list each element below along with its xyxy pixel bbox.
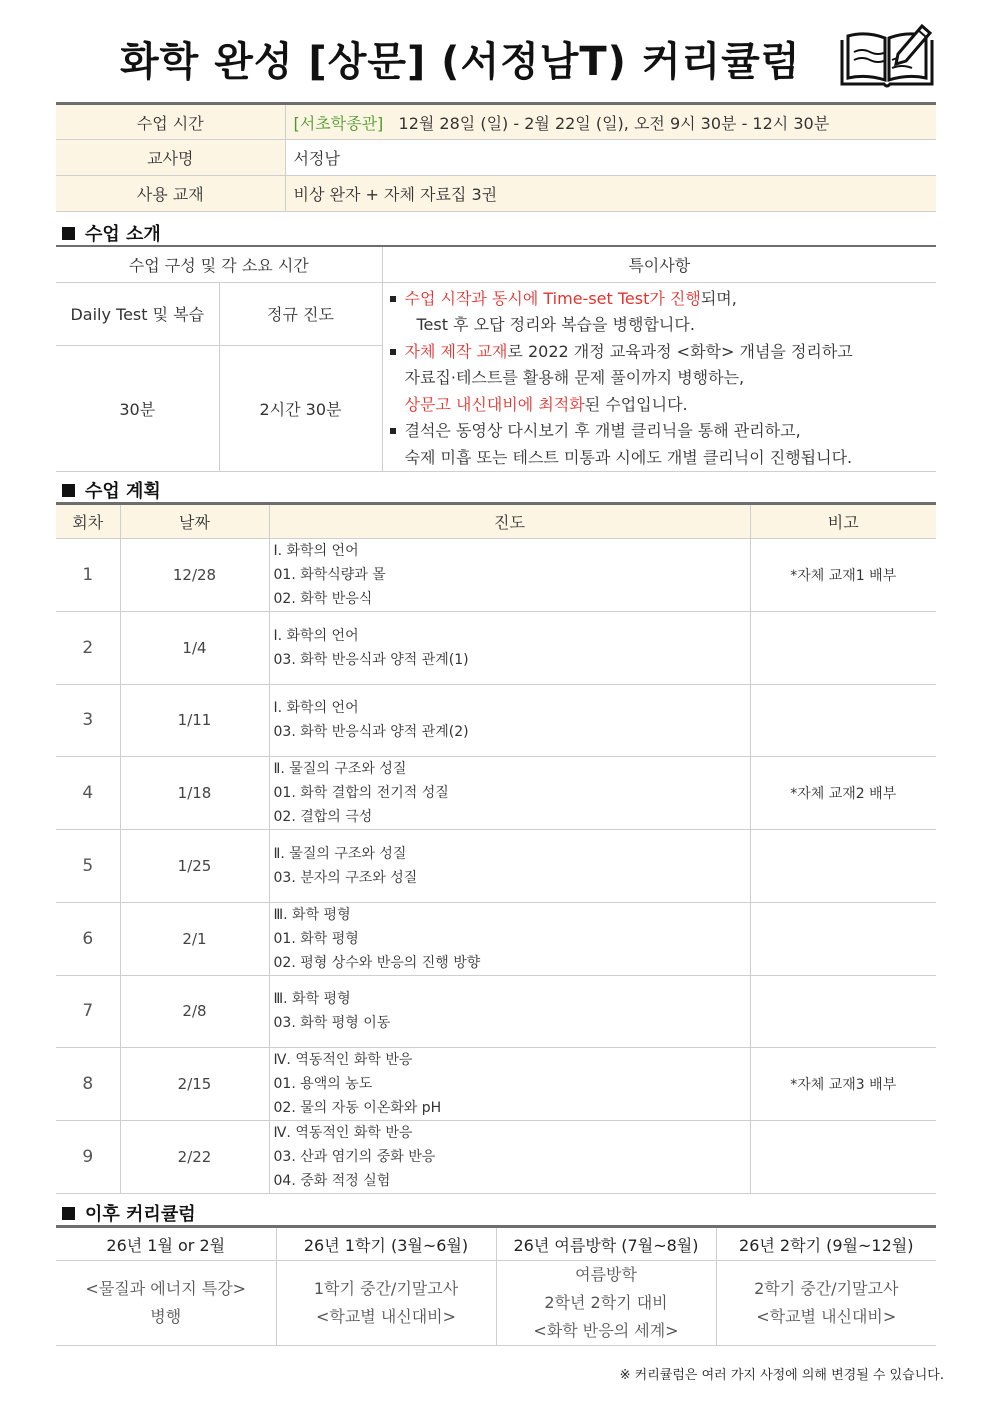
after-header: 26년 여름방학 (7월~8월) bbox=[496, 1227, 716, 1261]
session-date: 2/22 bbox=[120, 1121, 269, 1194]
session-note bbox=[750, 902, 936, 975]
session-progress bbox=[269, 830, 750, 903]
table-row bbox=[56, 539, 936, 612]
session-note bbox=[750, 830, 936, 903]
session-number: 6 bbox=[56, 902, 120, 975]
session-note bbox=[750, 975, 936, 1048]
book-pen-icon bbox=[836, 22, 938, 92]
progress-line: 03. 분자의 구조와 성질 bbox=[273, 869, 418, 886]
header bbox=[0, 0, 992, 100]
after-header: 26년 2학기 (9월~12월) bbox=[716, 1227, 936, 1261]
progress-line: Ⅱ. 물질의 구조와 성질 bbox=[273, 845, 407, 862]
progress-line: Ⅳ. 역동적인 화학 반응 bbox=[273, 1052, 413, 1068]
after-line: 1학기 중간/기말고사 bbox=[313, 1279, 459, 1298]
section-heading-intro bbox=[62, 220, 161, 246]
progress-line: Ⅰ. 화학의 언어 bbox=[273, 700, 359, 717]
session-note: *자체 교재2 배부 bbox=[750, 757, 936, 830]
progress-line: Ⅲ. 화학 평형 bbox=[273, 906, 351, 923]
intro-table bbox=[56, 245, 936, 472]
after-line: 여름방학 bbox=[575, 1265, 637, 1284]
session-date: 1/11 bbox=[120, 684, 269, 757]
session-date: 12/28 bbox=[120, 539, 269, 612]
session-number: 4 bbox=[56, 757, 120, 830]
table-row bbox=[56, 1121, 936, 1194]
time-label: 수업 시간 bbox=[56, 104, 285, 140]
plan-header-note: 비고 bbox=[750, 504, 936, 539]
progress-line: 01. 화학식량과 몰 bbox=[273, 567, 386, 583]
after-cell bbox=[496, 1261, 716, 1346]
progress-line: 03. 산과 염기의 중화 반응 bbox=[273, 1149, 436, 1165]
session-number: 1 bbox=[56, 539, 120, 612]
session-progress bbox=[269, 902, 750, 975]
table-row bbox=[56, 830, 936, 903]
after-line: 병행 bbox=[150, 1307, 182, 1326]
time-value: 12월 28일 (일) - 2월 22일 (일), 오전 9시 30분 - 12시 30분 bbox=[398, 113, 830, 133]
session-note: *자체 교재3 배부 bbox=[750, 1048, 936, 1121]
table-row bbox=[56, 684, 936, 757]
session-number: 8 bbox=[56, 1048, 120, 1121]
session-note bbox=[750, 612, 936, 685]
progress-line: 03. 화학 평형 이동 bbox=[273, 1015, 391, 1032]
after-table bbox=[56, 1225, 936, 1346]
session-date: 1/25 bbox=[120, 830, 269, 903]
progress-line: 02. 화학 반응식 bbox=[273, 591, 373, 607]
progress-line: 04. 중화 적정 실험 bbox=[273, 1173, 391, 1189]
col-composition: 수업 구성 및 각 소요 시간 bbox=[56, 246, 382, 282]
session-date: 2/1 bbox=[120, 902, 269, 975]
note-line: Test 후 오답 정리와 복습을 병행합니다. bbox=[416, 315, 695, 334]
after-line: <학교별 내신대비> bbox=[315, 1307, 457, 1326]
session-progress bbox=[269, 1121, 750, 1194]
progress-line: 02. 평형 상수와 반응의 진행 방향 bbox=[273, 954, 481, 971]
progress-line: Ⅰ. 화학의 언어 bbox=[273, 543, 359, 559]
sub-regular: 정규 진도 bbox=[219, 282, 382, 345]
progress-line: 03. 화학 반응식과 양적 관계(2) bbox=[273, 724, 469, 741]
daily-time: 30분 bbox=[56, 345, 219, 471]
note-item: 수업 시작과 동시에 Time-set Test가 진행되며, bbox=[389, 286, 937, 313]
note-item: 자체 제작 교재로 2022 개정 교육과정 <화학> 개념을 정리하고 bbox=[389, 339, 937, 366]
session-progress bbox=[269, 684, 750, 757]
col-notes: 특이사항 bbox=[382, 246, 936, 282]
progress-line: Ⅳ. 역동적인 화학 반응 bbox=[273, 1125, 413, 1141]
progress-line: 02. 물의 자동 이온화와 pH bbox=[273, 1100, 442, 1116]
progress-line: Ⅰ. 화학의 언어 bbox=[273, 627, 359, 644]
after-line: 2학기 중간/기말고사 bbox=[754, 1279, 899, 1298]
session-note: *자체 교재1 배부 bbox=[750, 539, 936, 612]
sub-daily: Daily Test 및 복습 bbox=[56, 282, 219, 345]
after-header: 26년 1월 or 2월 bbox=[56, 1227, 276, 1261]
page-title: 화학 완성 [상문] (서정남T) 커리큘럼 bbox=[120, 39, 801, 85]
info-row-book bbox=[56, 176, 936, 212]
section-title: 이후 커리큘럼 bbox=[85, 1204, 196, 1225]
note-line: 자료집·테스트를 활용해 문제 풀이까지 병행하는, bbox=[404, 368, 745, 387]
table-row bbox=[56, 757, 936, 830]
progress-line: 01. 용액의 농도 bbox=[273, 1076, 373, 1092]
progress-line: 01. 화학 결합의 전기적 성질 bbox=[273, 785, 449, 801]
session-date: 2/15 bbox=[120, 1048, 269, 1121]
table-row bbox=[56, 1048, 936, 1121]
session-number: 9 bbox=[56, 1121, 120, 1194]
black-square-bullet-icon bbox=[62, 1207, 75, 1220]
info-row-teacher bbox=[56, 140, 936, 176]
footnote: ※ 커리큘럼은 여러 가지 사정에 의해 변경될 수 있습니다. bbox=[619, 1368, 944, 1383]
progress-line: Ⅲ. 화학 평형 bbox=[273, 991, 351, 1008]
after-header: 26년 1학기 (3월~6월) bbox=[276, 1227, 496, 1261]
session-number: 2 bbox=[56, 612, 120, 685]
progress-line: 02. 결합의 극성 bbox=[273, 809, 373, 825]
after-line: <화학 반응의 세계> bbox=[533, 1321, 679, 1340]
session-progress bbox=[269, 539, 750, 612]
section-title: 수업 계획 bbox=[85, 481, 161, 502]
plan-header-no: 회차 bbox=[56, 504, 120, 539]
session-progress bbox=[269, 975, 750, 1048]
section-heading-after bbox=[62, 1200, 196, 1226]
session-note bbox=[750, 1121, 936, 1194]
book-label: 사용 교재 bbox=[56, 176, 285, 212]
after-line: 2학년 2학기 대비 bbox=[544, 1293, 668, 1312]
session-progress bbox=[269, 757, 750, 830]
regular-time: 2시간 30분 bbox=[219, 345, 382, 471]
plan-header-progress: 진도 bbox=[269, 504, 750, 539]
black-square-bullet-icon bbox=[62, 484, 75, 497]
section-heading-plan bbox=[62, 477, 161, 503]
session-note bbox=[750, 684, 936, 757]
after-line: <물질과 에너지 특강> bbox=[85, 1279, 247, 1298]
after-cell bbox=[276, 1261, 496, 1346]
session-number: 3 bbox=[56, 684, 120, 757]
info-table bbox=[56, 102, 936, 212]
session-date: 1/4 bbox=[120, 612, 269, 685]
notes-cell bbox=[382, 282, 936, 472]
progress-line: 01. 화학 평형 bbox=[273, 930, 359, 947]
note-line: 상문고 내신대비에 최적화된 수업입니다. bbox=[404, 394, 688, 414]
progress-line: Ⅱ. 물질의 구조와 성질 bbox=[273, 761, 407, 777]
plan-header-date: 날짜 bbox=[120, 504, 269, 539]
session-date: 2/8 bbox=[120, 975, 269, 1048]
table-row bbox=[56, 612, 936, 685]
book-value: 비상 완자 + 자체 자료집 3권 bbox=[285, 176, 936, 212]
session-number: 5 bbox=[56, 830, 120, 903]
session-number: 7 bbox=[56, 975, 120, 1048]
progress-line: 03. 화학 반응식과 양적 관계(1) bbox=[273, 651, 469, 668]
teacher-value: 서정남 bbox=[285, 140, 936, 176]
after-line: <학교별 내신대비> bbox=[756, 1307, 897, 1326]
time-tag: [서초학종관] bbox=[293, 113, 384, 133]
after-cell bbox=[56, 1261, 276, 1346]
plan-table bbox=[56, 502, 936, 1194]
note-line: 숙제 미흡 또는 테스트 미통과 시에도 개별 클리닉이 진행됩니다. bbox=[404, 447, 853, 467]
table-row bbox=[56, 975, 936, 1048]
time-value-cell bbox=[285, 104, 936, 140]
after-cell bbox=[716, 1261, 936, 1346]
black-square-bullet-icon bbox=[62, 227, 75, 240]
info-row-time bbox=[56, 104, 936, 140]
teacher-label: 교사명 bbox=[56, 140, 285, 176]
table-row bbox=[56, 902, 936, 975]
session-progress bbox=[269, 1048, 750, 1121]
note-item: 결석은 동영상 다시보기 후 개별 클리닉을 통해 관리하고, bbox=[389, 418, 937, 445]
section-title: 수업 소개 bbox=[85, 224, 161, 245]
session-date: 1/18 bbox=[120, 757, 269, 830]
session-progress bbox=[269, 612, 750, 685]
